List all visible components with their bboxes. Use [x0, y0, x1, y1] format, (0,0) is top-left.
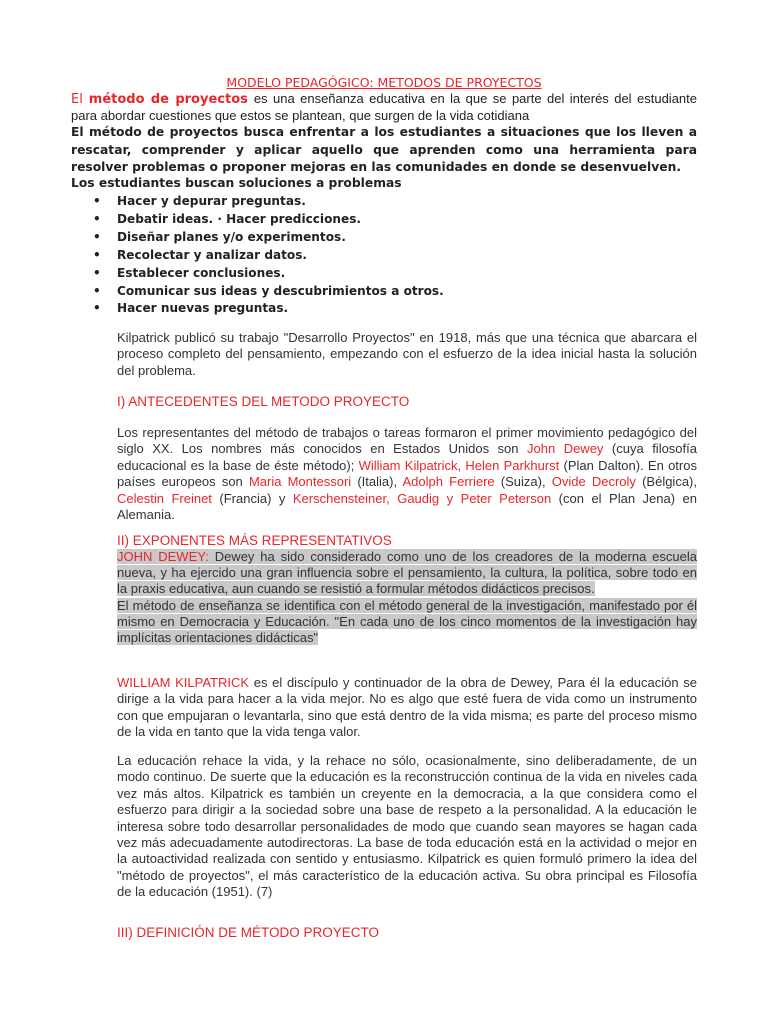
name-kerschensteiner: Kerschensteiner, Gaudig y Peter Peterson: [292, 490, 552, 506]
list-item-text: Hacer y depurar preguntas.: [117, 194, 306, 208]
text-run: es el discípulo y continuador de la obra de Dewey, Para él la educación se dirige a la vida para hacer a la vida mejor. No es algo que esté fuera de vida como un instrumento con que empujaran o levantarla, sino que está dentro de la vida misma; es parte del proceso mismo de la vida en tanto que la vida tenga valor.: [117, 675, 697, 740]
educacion-paragraph: La educación rehace la vida, y la rehace no sólo, ocasionalmente, sino deliberadamente, de un modo continuo. De suerte que la educación es la reconstrucción continua de la vida en niveles cada vez más altos. Kilpatrick es también un creyente en la democracia, a la que considera como el esfuerzo para dirigir a la sociedad sobre una base de respeto a la personalidad. A la educación le interesa sobre todo desarrollar personalidades de modo que cuando sean mayores se hagan cada vez más adecuadamente autodirectoras. La base de toda educación está en la actividad o mejor en la autoactividad realizada con sentido y entusiasmo. Kilpatrick es quien formuló primero la idea del "método de proyectos", el más característico de la educación activa. Su obra principal es Filosofía de la educación (1951). (7): [117, 753, 697, 900]
bullet-glyph: •: [93, 194, 101, 208]
list-item-text: Recolectar y analizar datos.: [117, 247, 308, 262]
list-item-text: Diseñar planes y/o experimentos.: [117, 229, 346, 244]
name-freinet: Celestin Freinet: [117, 490, 212, 506]
intro-rest: es una enseñanza educativa en la que se parte del interés del estudiante para abordar cuestiones que estos se plantean, que surgen de la vida cotidiana: [71, 91, 697, 123]
dewey-method-paragraph: [117, 598, 697, 647]
section-heading-exponentes: II) EXPONENTES MÁS REPRESENTATIVOS: [117, 533, 392, 548]
text-run: Dewey ha sido considerado como uno de los creadores de la moderna escuela nueva, y ha ejercido una gran influencia sobre el pensamiento, la cultura, la política, sobre todo en la praxis educativa, aun cuando se resistió a formular métodos didácticos precisos.: [117, 549, 697, 597]
intro-el: El: [71, 92, 83, 107]
highlighted-text: El método de enseñanza se identifica con el método general de la investigación, manifestado por él mismo en Democracia y Educación. "En cada uno de los cinco momentos de la investigación hay implícitas orientaciones didácticas": [117, 598, 697, 646]
dewey-name: JOHN DEWEY:: [117, 549, 209, 564]
intro-paragraph: [71, 91, 697, 125]
bullet-glyph: •: [93, 247, 101, 262]
text-run: (Italia),: [351, 474, 403, 490]
list-item-text: Establecer conclusiones.: [117, 265, 286, 280]
steps-list: [71, 193, 444, 318]
method-paragraph: El método de proyectos busca enfrentar a los estudiantes a situaciones que los lleven a rescatar, comprender y aplicar aquello que aprenden como una herramienta para resolver problemas o proponer mejoras en las comunidades en donde se desenvuelven.: [71, 125, 697, 174]
bullet-glyph: •: [93, 265, 101, 280]
text-run: (Suiza),: [494, 474, 552, 490]
section-heading-definicion: III) DEFINICIÓN DE MÉTODO PROYECTO: [117, 925, 380, 940]
list-item: [71, 229, 444, 247]
list-item: [71, 193, 444, 211]
name-decroly: Ovide Decroly: [551, 474, 636, 490]
students-lead: Los estudiantes buscan soluciones a problemas: [71, 176, 402, 190]
kilpatrick-bio-paragraph: [117, 675, 697, 741]
text-run: Los representantes del método de trabajos o tareas formaron el primer movimiento pedagógico del siglo XX. Los nombres más conocidos en Estados Unidos son: [117, 425, 697, 457]
kilpatrick-paragraph: Kilpatrick publicó su trabajo "Desarrollo Proyectos" en 1918, más que una técnica que abarcara el proceso completo del pensamiento, empezando con el esfuerzo de la idea inicial hasta la solución del problema.: [117, 330, 697, 378]
name-kilpatrick-parkhurst: William Kilpatrick, Helen Parkhurst: [358, 457, 560, 473]
list-item: [71, 283, 444, 301]
list-item: [71, 211, 444, 229]
name-ferriere: Adolph Ferriere: [402, 474, 495, 490]
bullet-glyph: •: [93, 229, 101, 244]
name-montessori: Maria Montessori: [248, 474, 352, 490]
kilpatrick-name: WILLIAM KILPATRICK: [117, 675, 250, 690]
list-item-text: Debatir ideas. · Hacer predicciones.: [117, 211, 361, 226]
list-item: [71, 265, 444, 283]
bullet-glyph: •: [93, 211, 101, 226]
list-item: [71, 300, 444, 318]
list-item: [71, 247, 444, 265]
text-run: (con el Plan Jena) en Alemania.: [117, 490, 698, 523]
list-item-text: Comunicar sus ideas y descubrimientos a otros.: [117, 283, 444, 298]
list-item-text: Hacer nuevas preguntas.: [117, 301, 289, 316]
antecedentes-paragraph: [117, 425, 697, 523]
highlighted-text: [117, 549, 697, 596]
name-john-dewey: John Dewey: [527, 441, 604, 457]
text-run: (Bélgica),: [635, 474, 697, 490]
bullet-glyph: •: [93, 283, 101, 298]
section-heading-antecedentes: I) ANTECEDENTES DEL METODO PROYECTO: [117, 394, 410, 409]
text-run: (Francia) y: [211, 490, 293, 506]
text-run: (cuya filosofía educacional es la base de éste método);: [117, 441, 697, 473]
intro-term: método de proyectos: [88, 92, 248, 107]
text-run: (Plan Dalton). En otros países europeos son: [117, 457, 697, 490]
bullet-glyph: •: [93, 301, 101, 316]
document-title: MODELO PEDAGÓGICO: METODOS DE PROYECTOS: [226, 75, 542, 90]
dewey-paragraph: [117, 549, 697, 598]
